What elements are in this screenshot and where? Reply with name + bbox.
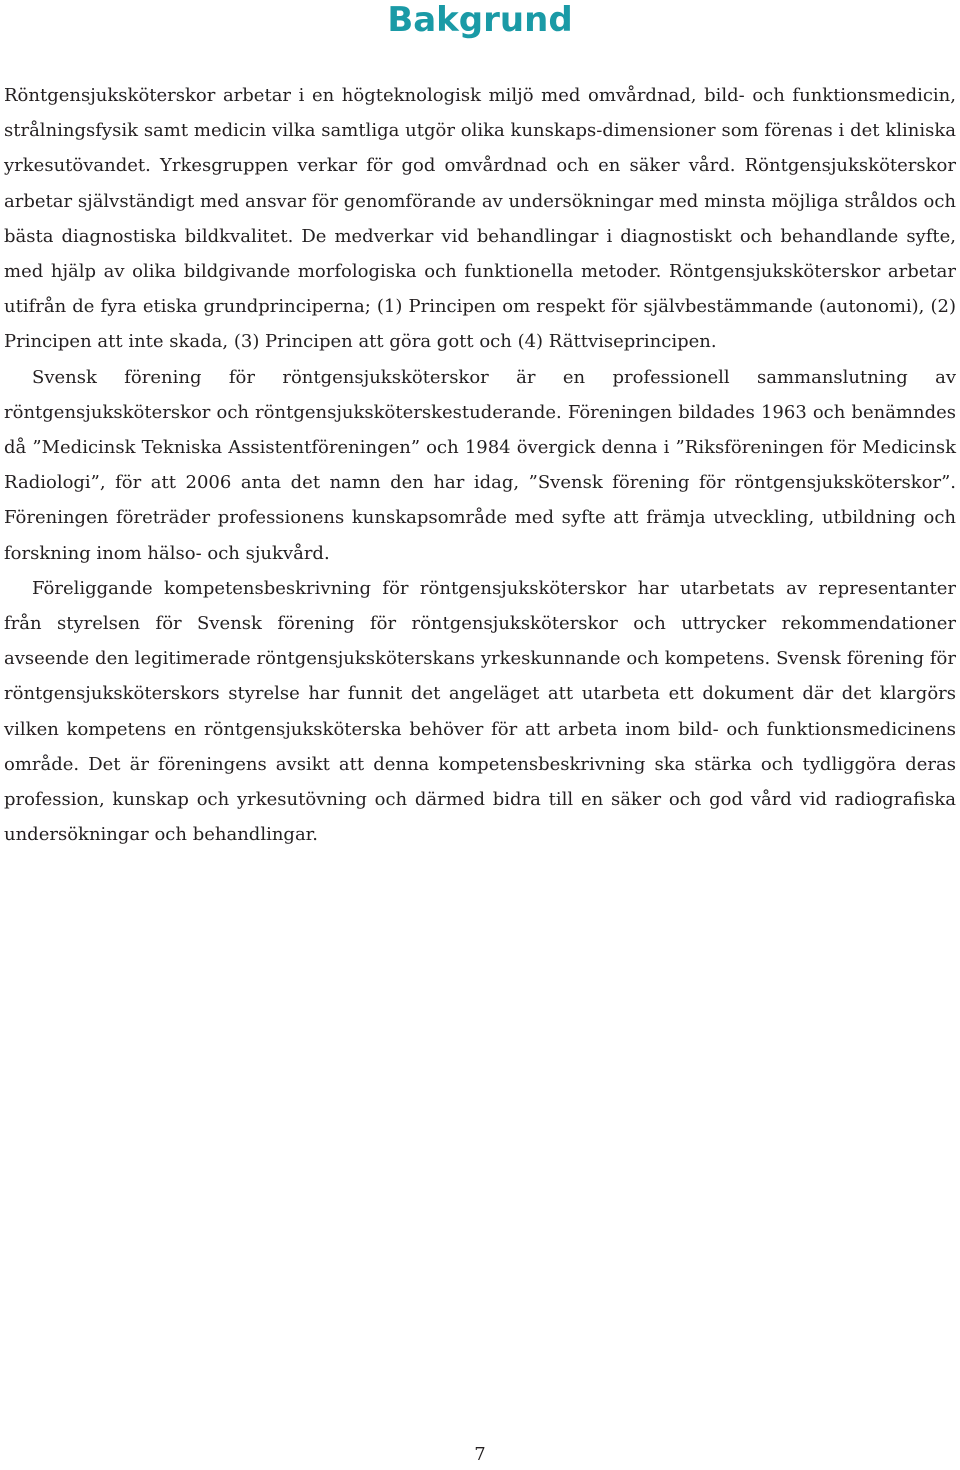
page-title: Bakgrund: [387, 0, 573, 40]
paragraph-background-intro: Röntgensjuksköterskor arbetar i en högteknologisk miljö med omvårdnad, bild- och funktionsmedicin, strålningsfysik samt medicin vilka samtliga utgör olika kunskaps-dimensioner som förenas i det kliniska yrkesutövandet. Yrkesgruppen verkar för god omvårdnad och en säker vård. Röntgensjuksköterskor arbetar självständigt med ansvar för genomförande av undersökningar med minsta möjliga stråldos och bästa diagnostiska bildkvalitet. De medverkar vid behandlingar i diagnostiskt och behandlande syfte, med hjälp av olika bildgivande morfologiska och funktionella metoder. Röntgensjuksköterskor arbetar utifrån de fyra etiska grundprinciperna; (1) Principen om respekt för självbestämmande (autonomi), (2) Principen att inte skada, (3) Principen att göra gott och (4) Rättviseprincipen.: [4, 85, 956, 353]
body-text: [4, 78, 956, 852]
page-number: 7: [474, 1444, 486, 1465]
paragraph-competence-description: Föreliggande kompetensbeskrivning för röntgensjuksköterskor har utarbetats av representanter från styrelsen för Svensk förening för röntgensjuksköterskor och uttrycker rekommendationer avseende den legitimerade röntgensjuksköterskans yrkeskunnande och kompetens. Svensk förening för röntgensjuksköterskors styrelse har funnit det angeläget att utarbeta ett dokument där det klargörs vilken kompetens en röntgensjuksköterska behöver för att arbeta inom bild- och funktionsmedicinens område. Det är föreningens avsikt att denna kompetensbeskrivning ska stärka och tydliggöra deras profession, kunskap och yrkesutövning och därmed bidra till en säker och god vård vid radiografiska undersökningar och behandlingar.: [4, 577, 956, 846]
paragraph-association-history: Svensk förening för röntgensjuksköterskor är en professionell sammanslutning av röntgensjuksköterskor och röntgensjuksköterskestuderande. Föreningen bildades 1963 och benämndes då ”Medicinsk Tekniska Assistentföreningen” och 1984 övergick denna i ”Riksföreningen för Medicinsk Radiologi”, för att 2006 anta det namn den har idag, ”Svensk förening för röntgensjuksköterskor”. Föreningen företräder professionens kunskapsområde med syfte att främja utveckling, utbildning och forskning inom hälso- och sjukvård.: [4, 366, 956, 564]
